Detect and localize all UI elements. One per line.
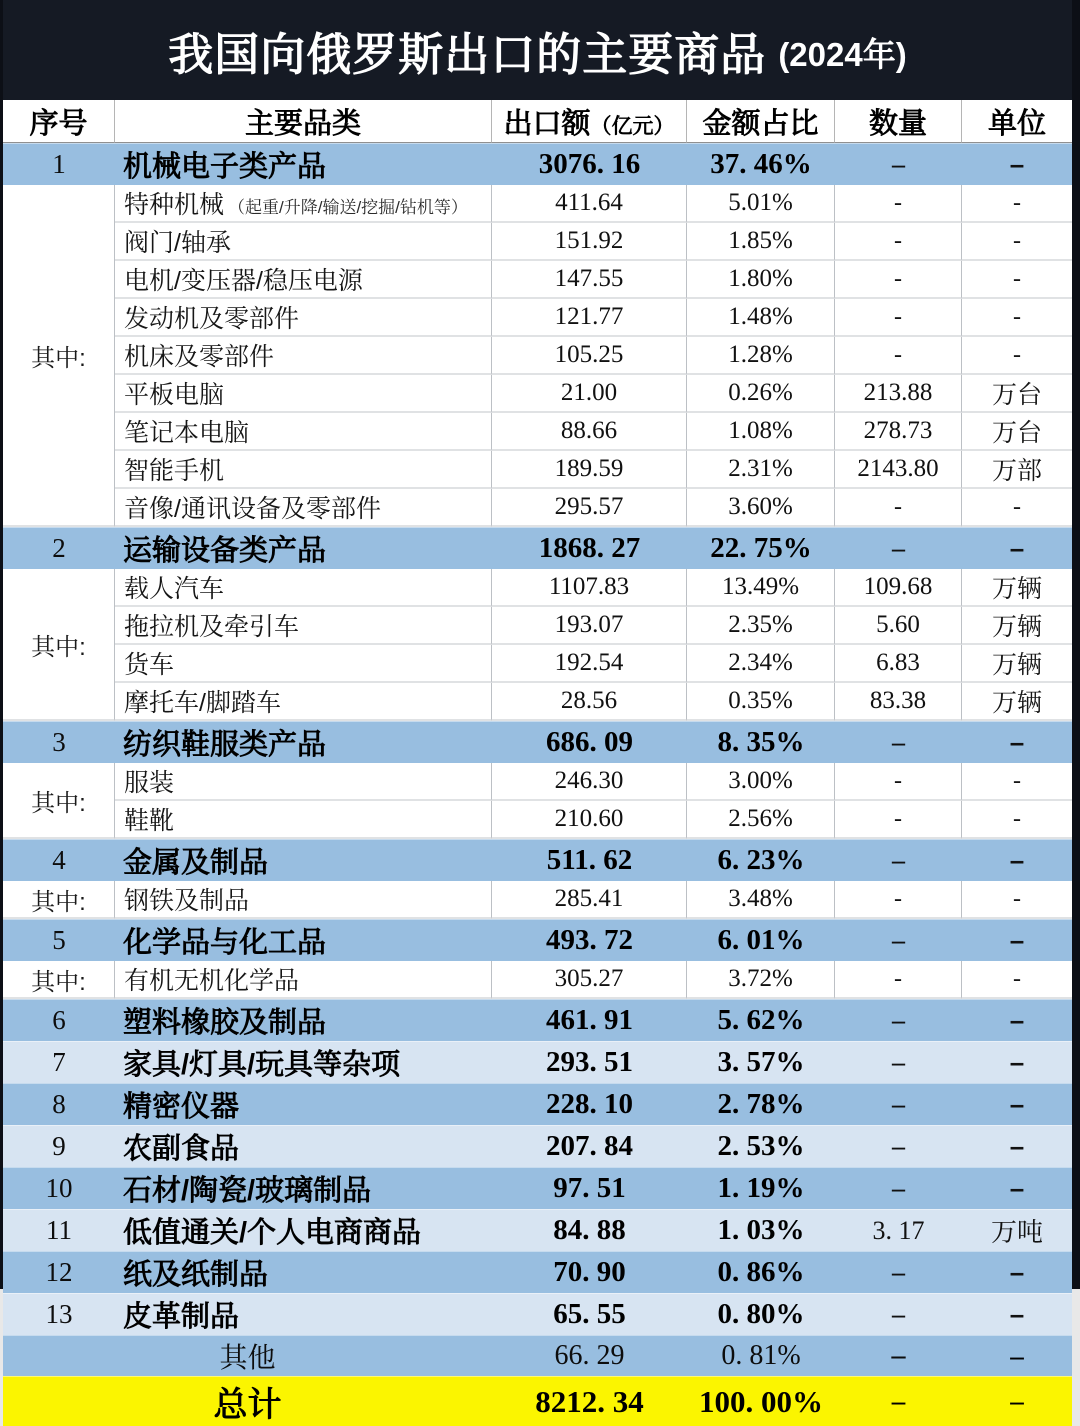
cell-unit: – xyxy=(962,1083,1072,1125)
cell-quantity: - xyxy=(835,763,962,801)
qizhong-cell: 其中: xyxy=(3,569,115,721)
cell-quantity: - xyxy=(835,299,962,337)
cell-quantity: – xyxy=(835,1335,962,1376)
table-row xyxy=(3,961,1072,999)
cell-export-value: 1868. 27 xyxy=(492,527,687,569)
table-row xyxy=(3,451,1072,489)
table-row xyxy=(3,223,1072,261)
cell-quantity: 109.68 xyxy=(835,569,962,607)
cell-unit: - xyxy=(962,961,1072,999)
cell-share: 1.48% xyxy=(687,299,835,337)
cell-quantity: 3. 17 xyxy=(835,1209,962,1251)
cell-category: 家具/灯具/玩具等杂项 xyxy=(115,1041,492,1083)
cell-category: 智能手机 xyxy=(115,451,492,489)
cell-category: 阀门/轴承 xyxy=(115,223,492,261)
qizhong-cell: 其中: xyxy=(3,881,115,919)
cell-share: 2.31% xyxy=(687,451,835,489)
table-row xyxy=(3,569,1072,607)
header-export-main: 出口额 xyxy=(503,107,591,140)
cell-category: 有机无机化学品 xyxy=(115,961,492,999)
cell-quantity: – xyxy=(835,1251,962,1293)
cell-quantity: 5.60 xyxy=(835,607,962,645)
cell-share: 2. 78% xyxy=(687,1083,835,1125)
cell-share: 3.48% xyxy=(687,881,835,919)
cell-unit: - xyxy=(962,881,1072,919)
cell-category: 金属及制品 xyxy=(115,839,492,881)
table-row xyxy=(3,413,1072,451)
cell-unit: 万台 xyxy=(962,375,1072,413)
table-row xyxy=(3,299,1072,337)
header-serial: 序号 xyxy=(3,100,115,143)
cell-export-value: 84. 88 xyxy=(492,1209,687,1251)
cell-quantity: – xyxy=(835,1376,962,1426)
cell-share: 1.08% xyxy=(687,413,835,451)
cell-unit: – xyxy=(962,839,1072,881)
page-title: 我国向俄罗斯出口的主要商品 xyxy=(168,28,767,80)
cell-export-value: 97. 51 xyxy=(492,1167,687,1209)
cell-category: 鞋靴 xyxy=(115,801,492,839)
cell-export-value: 686. 09 xyxy=(492,721,687,763)
cell-category: 机床及零部件 xyxy=(115,337,492,375)
cell-export-value: 8212. 34 xyxy=(492,1376,687,1426)
header-quantity: 数量 xyxy=(835,100,962,143)
cell-share: 2.34% xyxy=(687,645,835,683)
cell-unit: – xyxy=(962,919,1072,961)
cell-share: 6. 23% xyxy=(687,839,835,881)
table-body xyxy=(3,143,1072,1426)
table-row xyxy=(3,337,1072,375)
table-row xyxy=(3,721,1072,763)
table-row xyxy=(3,683,1072,721)
cell-share: 6. 01% xyxy=(687,919,835,961)
cell-serial: 10 xyxy=(3,1167,115,1209)
table-row xyxy=(3,763,1072,801)
cell-export-value: 105.25 xyxy=(492,337,687,375)
cell-unit: 万吨 xyxy=(962,1209,1072,1251)
cell-category: 货车 xyxy=(115,645,492,683)
cell-serial: 4 xyxy=(3,839,115,881)
cell-export-value: 461. 91 xyxy=(492,999,687,1041)
cell-quantity: 6.83 xyxy=(835,645,962,683)
cell-unit: – xyxy=(962,1125,1072,1167)
cell-export-value: 147.55 xyxy=(492,261,687,299)
cell-quantity: 2143.80 xyxy=(835,451,962,489)
qizhong-cell: 其中: xyxy=(3,185,115,527)
cell-serial: 13 xyxy=(3,1293,115,1335)
title-bar xyxy=(3,0,1072,100)
qizhong-cell: 其中: xyxy=(3,961,115,999)
cell-export-value: 305.27 xyxy=(492,961,687,999)
table-row xyxy=(3,1376,1072,1426)
cell-unit: 万辆 xyxy=(962,645,1072,683)
table-row xyxy=(3,1335,1072,1376)
cell-unit: – xyxy=(962,1167,1072,1209)
cell-share: 37. 46% xyxy=(687,143,835,185)
table-row xyxy=(3,1083,1072,1125)
table-row xyxy=(3,261,1072,299)
cell-category: 低值通关/个人电商商品 xyxy=(115,1209,492,1251)
cell-unit: 万台 xyxy=(962,413,1072,451)
cell-unit: – xyxy=(962,1376,1072,1426)
table-row xyxy=(3,489,1072,527)
cell-share: 1. 19% xyxy=(687,1167,835,1209)
cell-unit: – xyxy=(962,527,1072,569)
cell-share: 1.80% xyxy=(687,261,835,299)
cell-serial: 5 xyxy=(3,919,115,961)
cell-export-value: 207. 84 xyxy=(492,1125,687,1167)
cell-export-value: 511. 62 xyxy=(492,839,687,881)
header-category: 主要品类 xyxy=(115,100,492,143)
cell-category: 拖拉机及牵引车 xyxy=(115,607,492,645)
cell-unit: 万辆 xyxy=(962,607,1072,645)
cell-category: 运输设备类产品 xyxy=(115,527,492,569)
cell-quantity: – xyxy=(835,527,962,569)
cell-other-label: 其他 xyxy=(3,1335,492,1376)
cell-serial: 8 xyxy=(3,1083,115,1125)
cell-quantity: - xyxy=(835,223,962,261)
cell-quantity: – xyxy=(835,143,962,185)
cell-quantity: - xyxy=(835,801,962,839)
cell-unit: – xyxy=(962,1335,1072,1376)
cell-quantity: – xyxy=(835,1167,962,1209)
category-note: （起重/升降/输送/挖掘/钻机等） xyxy=(228,198,468,217)
cell-export-value: 189.59 xyxy=(492,451,687,489)
cell-export-value: 121.77 xyxy=(492,299,687,337)
cell-export-value: 192.54 xyxy=(492,645,687,683)
cell-export-value: 210.60 xyxy=(492,801,687,839)
qizhong-cell: 其中: xyxy=(3,763,115,839)
cell-share: 1. 03% xyxy=(687,1209,835,1251)
cell-unit: - xyxy=(962,261,1072,299)
table-row xyxy=(3,801,1072,839)
cell-quantity: – xyxy=(835,721,962,763)
table-panel xyxy=(3,0,1072,1424)
table-row xyxy=(3,881,1072,919)
cell-serial: 3 xyxy=(3,721,115,763)
cell-export-value: 66. 29 xyxy=(492,1335,687,1376)
cell-export-value: 293. 51 xyxy=(492,1041,687,1083)
cell-unit: - xyxy=(962,489,1072,527)
cell-serial: 12 xyxy=(3,1251,115,1293)
cell-export-value: 28.56 xyxy=(492,683,687,721)
table-header xyxy=(3,100,1072,143)
cell-share: 1.28% xyxy=(687,337,835,375)
cell-quantity: – xyxy=(835,1293,962,1335)
cell-quantity: - xyxy=(835,881,962,919)
cell-share: 3.00% xyxy=(687,763,835,801)
cell-export-value: 65. 55 xyxy=(492,1293,687,1335)
table-row xyxy=(3,999,1072,1041)
cell-quantity: - xyxy=(835,185,962,223)
cell-share: 1.85% xyxy=(687,223,835,261)
header-row xyxy=(3,100,1072,143)
cell-category: 音像/通讯设备及零部件 xyxy=(115,489,492,527)
cell-unit: – xyxy=(962,999,1072,1041)
cell-quantity: 213.88 xyxy=(835,375,962,413)
export-table xyxy=(3,100,1072,1426)
cell-unit: – xyxy=(962,1041,1072,1083)
cell-category: 石材/陶瓷/玻璃制品 xyxy=(115,1167,492,1209)
cell-category: 皮革制品 xyxy=(115,1293,492,1335)
cell-serial: 7 xyxy=(3,1041,115,1083)
cell-share: 5. 62% xyxy=(687,999,835,1041)
cell-share: 3.72% xyxy=(687,961,835,999)
table-row xyxy=(3,143,1072,185)
cell-unit: 万辆 xyxy=(962,683,1072,721)
cell-export-value: 285.41 xyxy=(492,881,687,919)
cell-export-value: 151.92 xyxy=(492,223,687,261)
cell-share: 5.01% xyxy=(687,185,835,223)
cell-quantity: - xyxy=(835,961,962,999)
cell-quantity: – xyxy=(835,839,962,881)
table-row xyxy=(3,527,1072,569)
cell-share: 0.26% xyxy=(687,375,835,413)
header-export-note: （亿元） xyxy=(590,114,675,138)
cell-share: 2. 53% xyxy=(687,1125,835,1167)
table-row xyxy=(3,1167,1072,1209)
header-export-value xyxy=(492,100,687,143)
cell-export-value: 21.00 xyxy=(492,375,687,413)
cell-category: 农副食品 xyxy=(115,1125,492,1167)
cell-unit: - xyxy=(962,337,1072,375)
cell-category: 纺织鞋服类产品 xyxy=(115,721,492,763)
header-share: 金额占比 xyxy=(687,100,835,143)
cell-export-value: 411.64 xyxy=(492,185,687,223)
cell-export-value: 70. 90 xyxy=(492,1251,687,1293)
table-row xyxy=(3,645,1072,683)
cell-quantity: - xyxy=(835,337,962,375)
cell-quantity: - xyxy=(835,261,962,299)
header-unit: 单位 xyxy=(962,100,1072,143)
cell-unit: – xyxy=(962,1293,1072,1335)
cell-category: 电机/变压器/稳压电源 xyxy=(115,261,492,299)
cell-category: 化学品与化工品 xyxy=(115,919,492,961)
cell-unit: – xyxy=(962,721,1072,763)
cell-export-value: 1107.83 xyxy=(492,569,687,607)
cell-unit: – xyxy=(962,143,1072,185)
cell-export-value: 493. 72 xyxy=(492,919,687,961)
cell-share: 100. 00% xyxy=(687,1376,835,1426)
table-row xyxy=(3,839,1072,881)
cell-quantity: – xyxy=(835,1041,962,1083)
table-row xyxy=(3,1251,1072,1293)
cell-export-value: 88.66 xyxy=(492,413,687,451)
cell-export-value: 246.30 xyxy=(492,763,687,801)
table-row xyxy=(3,1125,1072,1167)
table-row xyxy=(3,607,1072,645)
cell-unit: - xyxy=(962,185,1072,223)
cell-export-value: 295.57 xyxy=(492,489,687,527)
cell-quantity: – xyxy=(835,1083,962,1125)
cell-share: 3.60% xyxy=(687,489,835,527)
cell-category: 服装 xyxy=(115,763,492,801)
cell-unit: 万部 xyxy=(962,451,1072,489)
cell-quantity: – xyxy=(835,999,962,1041)
table-row xyxy=(3,1041,1072,1083)
cell-serial: 11 xyxy=(3,1209,115,1251)
cell-category: 摩托车/脚踏车 xyxy=(115,683,492,721)
cell-serial: 9 xyxy=(3,1125,115,1167)
cell-share: 2.35% xyxy=(687,607,835,645)
cell-share: 2.56% xyxy=(687,801,835,839)
cell-category: 平板电脑 xyxy=(115,375,492,413)
cell-unit: - xyxy=(962,223,1072,261)
cell-category: 载人汽车 xyxy=(115,569,492,607)
cell-category: 发动机及零部件 xyxy=(115,299,492,337)
cell-share: 0. 86% xyxy=(687,1251,835,1293)
cell-export-value: 3076. 16 xyxy=(492,143,687,185)
cell-category: 精密仪器 xyxy=(115,1083,492,1125)
cell-serial: 2 xyxy=(3,527,115,569)
cell-category: 特种机械 （起重/升降/输送/挖掘/钻机等） xyxy=(115,185,492,223)
cell-share: 0. 81% xyxy=(687,1335,835,1376)
cell-unit: – xyxy=(962,1251,1072,1293)
cell-share: 3. 57% xyxy=(687,1041,835,1083)
table-row xyxy=(3,185,1072,223)
cell-share: 0.35% xyxy=(687,683,835,721)
cell-quantity: – xyxy=(835,919,962,961)
cell-unit: - xyxy=(962,801,1072,839)
cell-export-value: 228. 10 xyxy=(492,1083,687,1125)
table-row xyxy=(3,375,1072,413)
cell-export-value: 193.07 xyxy=(492,607,687,645)
table-row xyxy=(3,1293,1072,1335)
cell-quantity: 278.73 xyxy=(835,413,962,451)
cell-share: 0. 80% xyxy=(687,1293,835,1335)
cell-quantity: – xyxy=(835,1125,962,1167)
cell-category: 机械电子类产品 xyxy=(115,143,492,185)
table-row xyxy=(3,1209,1072,1251)
cell-unit: 万辆 xyxy=(962,569,1072,607)
cell-total-label: 总计 xyxy=(3,1376,492,1426)
cell-category: 塑料橡胶及制品 xyxy=(115,999,492,1041)
cell-unit: - xyxy=(962,763,1072,801)
cell-category: 纸及纸制品 xyxy=(115,1251,492,1293)
cell-quantity: - xyxy=(835,489,962,527)
cell-category: 笔记本电脑 xyxy=(115,413,492,451)
title-year: (2024年) xyxy=(778,35,907,73)
table-row xyxy=(3,919,1072,961)
cell-share: 22. 75% xyxy=(687,527,835,569)
cell-unit: - xyxy=(962,299,1072,337)
cell-share: 13.49% xyxy=(687,569,835,607)
cell-quantity: 83.38 xyxy=(835,683,962,721)
cell-category: 钢铁及制品 xyxy=(115,881,492,919)
cell-share: 8. 35% xyxy=(687,721,835,763)
cell-serial: 6 xyxy=(3,999,115,1041)
cell-serial: 1 xyxy=(3,143,115,185)
